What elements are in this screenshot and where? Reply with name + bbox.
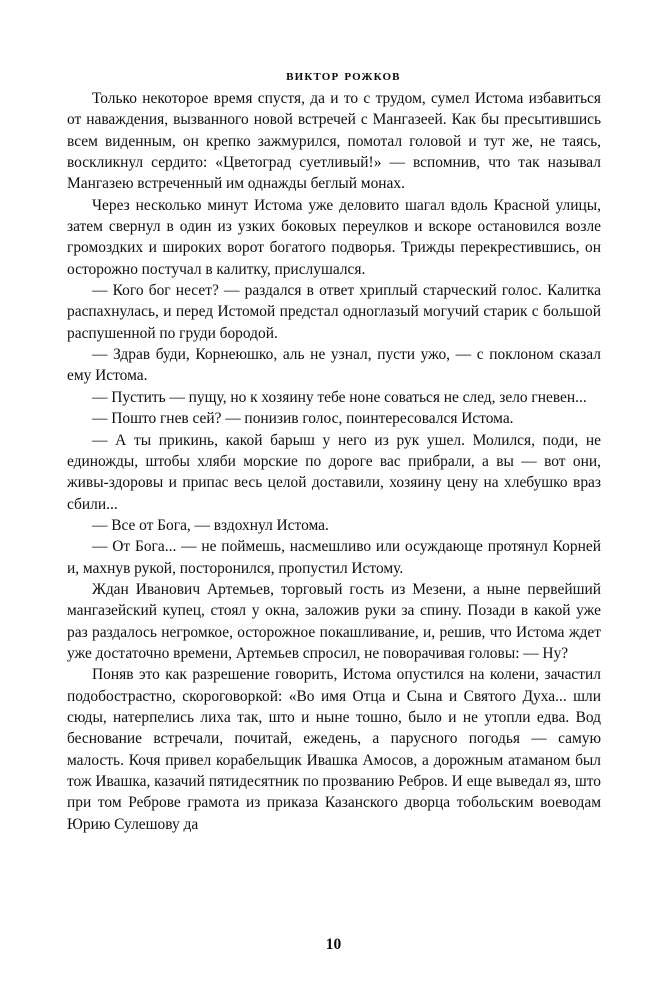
page-number: 10 (325, 936, 342, 953)
paragraph: — От Бога... — не поймешь, насмешливо или осуждающе протянул Корней и, махнув рукой, посторонился, пропустил Истому. (67, 538, 601, 577)
running-head-text: виктор рожков (286, 67, 401, 84)
paragraph: Ждан Иванович Артемьев, торговый гость из Мезени, а ныне первейший мангазейский купец, стоял у окна, заложив руки за спину. Позади в какой уже раз раздалось негромкое, осторожное покашливание, и, решив, что Истома ждет уже достаточно времени, Артемьев спросил, не поворачивая головы: — Ну? (67, 580, 601, 662)
paragraph: — Пошто гнев сей? — понизив голос, поинтересовался Истома. (92, 410, 514, 428)
paragraph: — Все от Бога, — вздохнул Истома. (92, 516, 329, 534)
paragraph: — Кого бог несет? — раздался в ответ хриплый старческий голос. Калитка распахнулась, и перед Истомой предстал одноглазый могучий старик с большой распушенной по груди бородой. (67, 282, 601, 342)
paragraph: — Пустить — пущу, но к хозяину тебе ноне соваться не след, зело гневен... (92, 388, 587, 406)
body-text-column (67, 88, 601, 835)
paragraph: — А ты прикинь, какой барыш у него из рук ушел. Молился, поди, не единожды, штобы хляби морские по дороге вас прибрали, а вы — вот они, живы-здоровы и припас весь целой доставили, хозяину цену на хлебушко враз сбили... (67, 431, 601, 513)
paragraph: — Здрав буди, Корнеюшко, аль не узнал, пусти ужо, — с поклоном сказал ему Истома. (67, 346, 601, 385)
paragraph: Только некоторое время спустя, да и то с трудом, сумел Истома избавиться от наваждения, вызванного новой встречей с Мангазеей. Как бы пресытившись всем виденным, он крепко зажмурился, помотал головой и тут же, не таясь, воскликнул сердито: «Цветоград суетливый!» — вспомнив, что так называл Мангазею встреченный им однажды беглый монах. (67, 90, 601, 193)
paragraph: Поняв это как разрешение говорить, Истома опустился на колени, зачастил подобострастно, скороговоркой: «Во имя Отца и Сына и Святого Духа... шли сюды, натерпелись лиха так, што и ныне тошно, было и не утопли едва. Вод беснование встречали, почитай, ежедень, а парусного погодья — самую малость. Кочя привел корабельщик Ивашка Амосов, а дорожным атаманом был тож Ивашка, казачий пятидесятник по прозванию Ребров. И еще выведал яз, што при том Реброве грамота из приказа Казанского дворца тобольским воеводам Юрию Сулешову да (67, 666, 601, 833)
paragraph: Через несколько минут Истома уже деловито шагал вдоль Красной улицы, затем свернул в один из узких боковых переулков и вскоре остановился возле громоздких и широких ворот богатого подворья. Трижды перекрестившись, он осторожно постучал в калитку, прислушался. (67, 196, 601, 278)
